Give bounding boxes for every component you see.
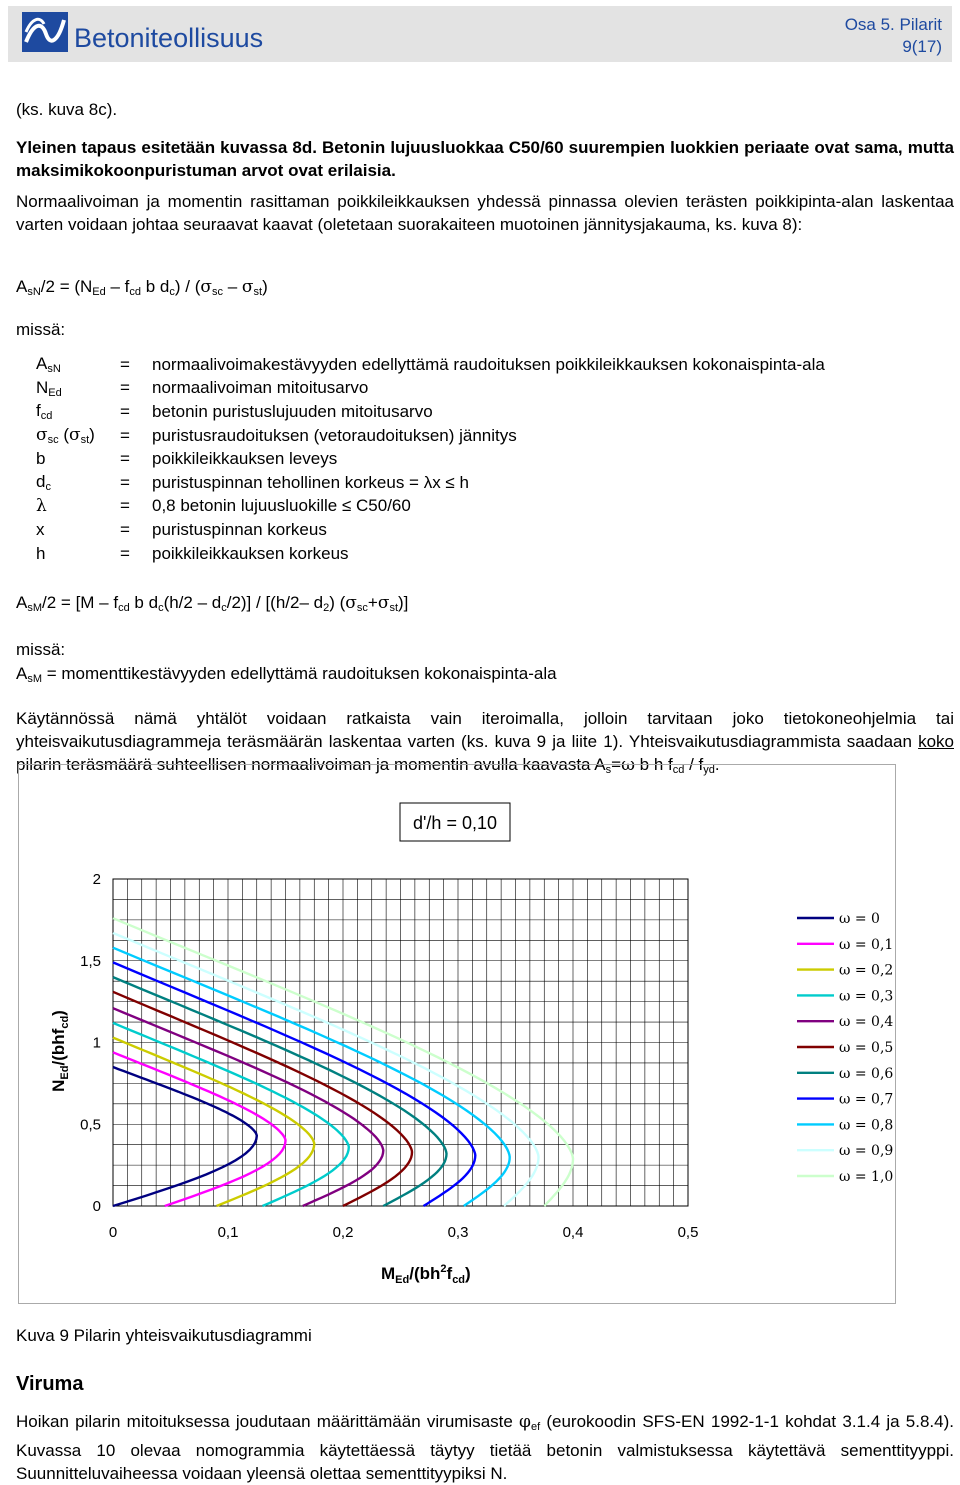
def-eq: = [120, 543, 130, 563]
x-tick-label: 0,5 [677, 1224, 699, 1241]
def-key-dc: $d_c$ [36, 472, 51, 494]
definition-row [36, 447, 825, 471]
formula-asn-text: $A_{sN}/2 = (N_{Ed} - f_{cd}$ b $d_c) / (\sigma_{sc} - \sigma_{st})$ [16, 277, 268, 298]
where-label-2: missä: [16, 640, 66, 659]
def-key-x: x [36, 519, 45, 539]
legend-label: ω = 0,2 [839, 962, 894, 979]
def-eq: = [120, 519, 130, 539]
legend-label: ω = 0,8 [839, 1117, 894, 1134]
def-eq: = [120, 496, 130, 516]
def-eq: = [120, 401, 130, 421]
series-line [113, 977, 447, 1206]
formula-asm-text: $A_{sM}/2 = [M - f_{cd}$ b $d_c(h/2 - d_c/2)] / [(h/2-$ $d_2$) $(\sigma_{sc}+\sigma_{st})$] [16, 593, 409, 614]
legend-label: ω = 0,6 [839, 1065, 894, 1082]
def-key-fcd: $f_{cd}$ [36, 401, 53, 423]
definition-row [36, 400, 825, 424]
formula-asn [16, 275, 954, 304]
x-tick-label: 0 [108, 1224, 118, 1241]
def-desc: normaalivoimakestävyyden edellyttämä raudoituksen poikkileikkauksen kokonaispinta-ala [152, 354, 825, 374]
legend-label: ω = 0,4 [839, 1014, 894, 1031]
y-tick-label: 0,5 [80, 1116, 101, 1134]
legend-label: ω = 0,7 [839, 1091, 894, 1108]
paragraph-formulas-intro: Normaalivoiman ja momentin rasittaman poikkileikkauksen yhdessä pinnassa olevien terästen poikkipinta-alan laskentaa varten voidaan johtaa seuraavat kaavat (oletetaan suorakaiteen muotoinen jännitysjakauma, ks. kuva 8): [16, 192, 954, 234]
definition-row [36, 542, 825, 566]
legend-label: ω = 0 [839, 911, 880, 927]
section-title: Osa 5. Pilarit [844, 15, 942, 34]
section-heading-viruma: Viruma [16, 1373, 84, 1395]
def-key-b: b [36, 449, 46, 469]
page-number: 9(17) [902, 37, 942, 56]
def-desc: puristusraudoituksen (vetoraudoituksen) jännitys [152, 425, 517, 445]
x-axis-label: $M_{Ed}/(bh^2f_{cd})$ [381, 1263, 471, 1286]
definition-row [36, 424, 825, 448]
def-eq: = [120, 378, 130, 398]
def-desc: puristuspinnan korkeus [152, 519, 327, 539]
paragraph-iteration: Käytännössä nämä yhtälöt voidaan ratkaista vain iteroimalla, jolloin tarvitaan joko tietokoneohjelmia tai yhteisvaikutusdiagrammeja teräsmäärän laskentaa varten (ks. kuva 9 ja liite 1). Yhteisvaikutusdiagrammista saadaan koko pilarin teräsmäärä suhteellisen normaalivoiman ja momentin avulla kaavasta $A_s=\omega$ b h $f_{cd} / f_{yd}$. [16, 709, 954, 776]
def-eq: = [120, 354, 130, 374]
x-tick-label: 0,4 [562, 1224, 584, 1241]
y-tick-label: 0 [92, 1198, 101, 1215]
chart-title: d'/h = 0,10 [412, 813, 498, 833]
paragraph-creep: Hoikan pilarin mitoituksessa joudutaan määrittämään virumisaste $\varphi_{ef}$ (eurokoodin SFS-EN 1992-1-1 kohdat 3.1.4 ja 5.8.4). Kuvassa 10 olevaa nomogrammia käytettäessä täytyy tietää betonin valmistuksessa käytettävä sementtityyppi. Suunnitteluvaiheessa voidaan yleensä olettaa sementtityypiksi N. [16, 1412, 954, 1483]
x-tick-label: 0,3 [447, 1224, 469, 1241]
definition-row [36, 377, 825, 401]
y-tick-label: 2 [92, 871, 101, 888]
interaction-diagram-svg [19, 765, 895, 1303]
def-key-h: h [36, 543, 46, 563]
formula-asm [16, 591, 954, 620]
interaction-diagram [18, 764, 896, 1304]
legend-label: ω = 0,5 [839, 1040, 894, 1056]
legend-label: ω = 0,3 [839, 988, 894, 1005]
underlined-koko: koko [918, 732, 954, 751]
def-desc: 0,8 betonin lujuusluokille ≤ C50/60 [152, 496, 411, 516]
def-desc: puristuspinnan tehollinen korkeus = λx ≤ h [152, 472, 469, 492]
def-key-sigma: $\sigma_{sc}$ $(\sigma_{st})$ [36, 425, 95, 447]
x-tick-label: 0,2 [332, 1224, 354, 1241]
definition-row [36, 518, 825, 542]
legend-label: ω = 0,1 [839, 936, 894, 953]
def-desc: poikkileikkauksen korkeus [152, 543, 349, 563]
page-header [8, 6, 952, 62]
betoniteollisuus-logo-icon [22, 12, 68, 52]
def-key-asn: $A_{sN}$ [36, 354, 61, 376]
def-eq: = [120, 449, 130, 469]
definition-row [36, 471, 825, 495]
def-key-ned: $N_{Ed}$ [36, 377, 62, 399]
asm-definition: $A_{sM}$ = momenttikestävyyden edellyttämä raudoituksen kokonaispinta-ala [16, 664, 557, 685]
figure-caption: Kuva 9 Pilarin yhteisvaikutusdiagrammi [16, 1326, 312, 1345]
legend-label: ω = 0,9 [839, 1143, 894, 1160]
definitions-table [36, 353, 825, 565]
paragraph-ref: (ks. kuva 8c). [16, 100, 118, 119]
brand-name: Betoniteollisuus [74, 23, 264, 53]
def-desc: poikkileikkauksen leveys [152, 449, 338, 469]
where-label-1: missä: [16, 320, 66, 339]
y-tick-label: 1 [92, 1034, 101, 1052]
def-key-lambda: λ [36, 496, 47, 517]
definition-row [36, 495, 825, 519]
definition-row [36, 353, 825, 377]
legend-label: ω = 1,0 [839, 1169, 894, 1185]
def-eq: = [120, 472, 130, 492]
def-desc: normaalivoiman mitoitusarvo [152, 378, 369, 398]
x-tick-label: 0,1 [217, 1224, 239, 1241]
paragraph-general-case: Yleinen tapaus esitetään kuvassa 8d. Betonin lujuusluokkaa C50/60 suurempien luokkien periaate ovat sama, mutta maksimikokoonpuristuman arvot ovat erilaisia. [16, 138, 954, 180]
y-tick-label: 1,5 [80, 952, 101, 970]
y-axis-label: $N_{Ed}/(bhf_{cd})$ [49, 1010, 71, 1092]
def-desc: betonin puristuslujuuden mitoitusarvo [152, 401, 433, 421]
def-eq: = [120, 425, 130, 445]
